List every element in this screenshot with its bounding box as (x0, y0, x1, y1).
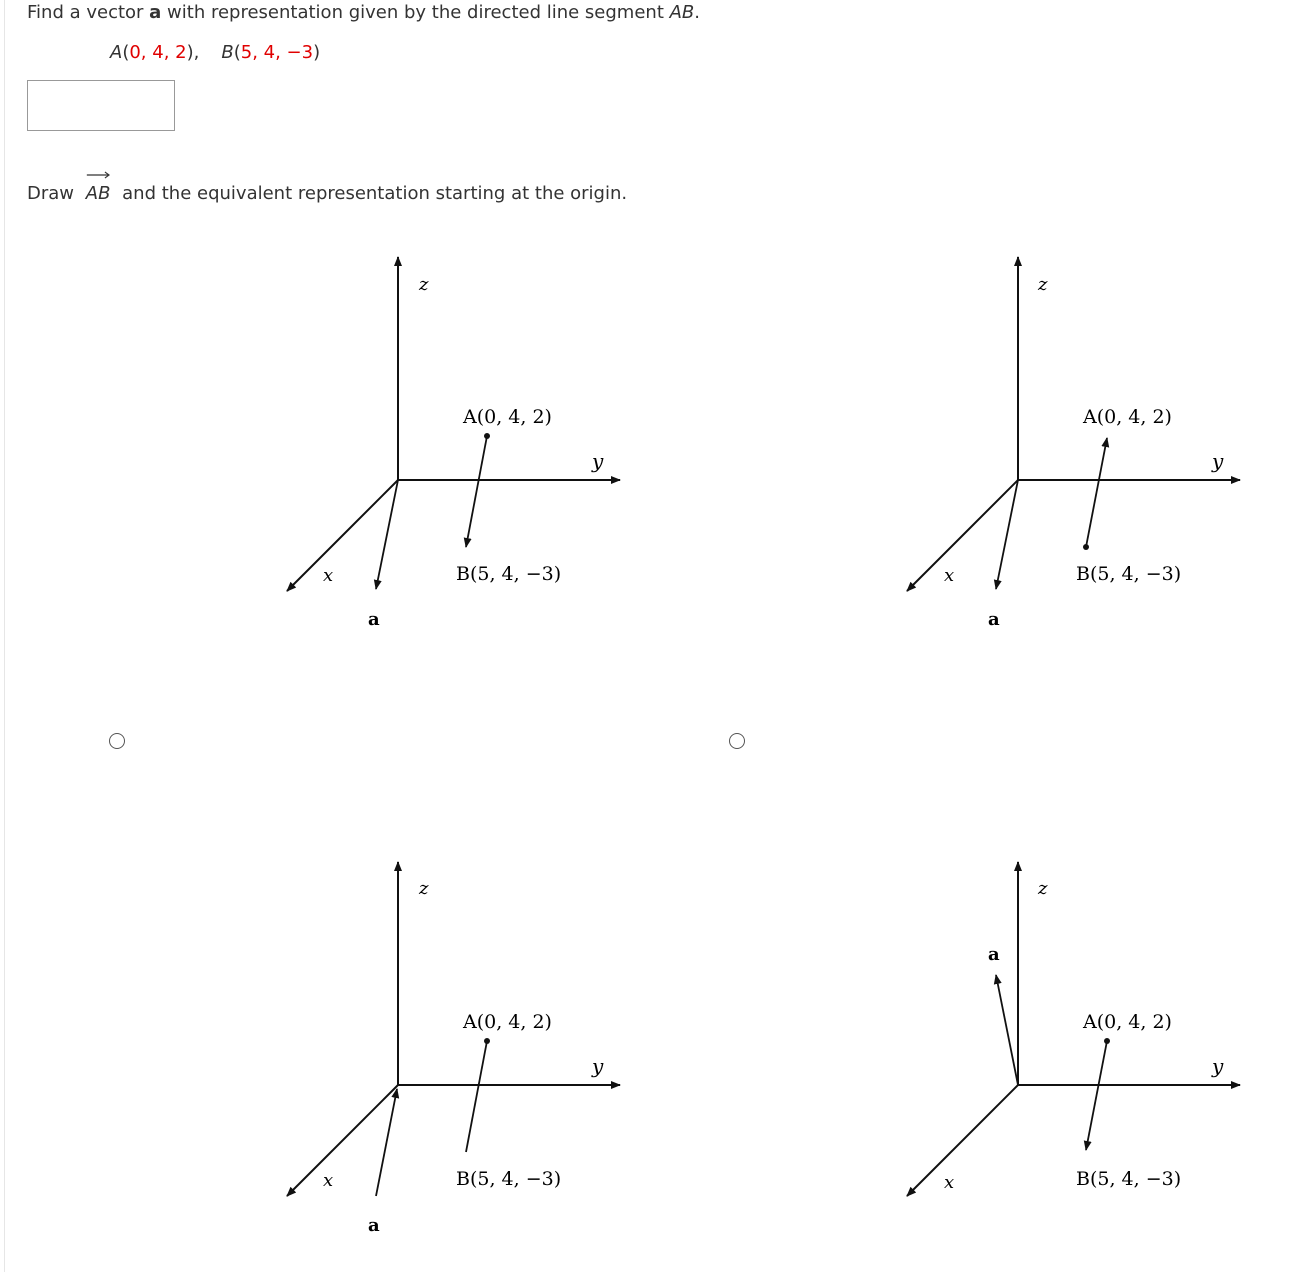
x-axis (907, 480, 1018, 591)
point-a-label: A(0, 4, 2) (463, 406, 552, 428)
x-label: x (944, 565, 955, 586)
x-axis (287, 480, 398, 591)
answer-input[interactable] (27, 80, 175, 131)
point-b-label: B(5, 4, −3) (1076, 563, 1182, 585)
z-label: z (419, 878, 429, 899)
x-label: x (323, 565, 334, 586)
vector-ab (466, 436, 487, 547)
point-b-label: B(5, 4, −3) (456, 1168, 562, 1190)
figure-option-1 (280, 250, 630, 640)
z-label: z (1038, 274, 1048, 295)
figure-option-3 (280, 855, 630, 1245)
question-text: Find a vector a with representation given by the directed line segment AB. (27, 2, 701, 23)
a-label: a (368, 1215, 380, 1236)
overline-arrow-icon (86, 170, 111, 180)
vector-ab (466, 1041, 487, 1152)
figure-option-4 (900, 855, 1250, 1245)
point-a-coords: 0, 4, 2 (129, 42, 187, 63)
figure-option-2 (900, 250, 1250, 640)
vector-a (376, 480, 398, 589)
y-label: y (1212, 1054, 1224, 1078)
a-label: a (988, 944, 1000, 965)
y-label: y (592, 1054, 604, 1078)
page-left-rule (4, 0, 5, 1272)
point-a-label: A(0, 4, 2) (1083, 1011, 1172, 1033)
x-label: x (323, 1170, 334, 1191)
x-label: x (944, 1172, 955, 1193)
x-axis (907, 1085, 1018, 1196)
point-b-label: B(5, 4, −3) (456, 563, 562, 585)
a-label: a (368, 609, 380, 630)
draw-instruction: Draw AB and the equivalent representation starting at the origin. (27, 183, 627, 204)
vector-ab (1086, 1041, 1107, 1150)
points-line: A(0, 4, 2), B(5, 4, −3) (110, 42, 321, 63)
radio-option-1[interactable] (109, 733, 125, 749)
point-b-label: B(5, 4, −3) (1076, 1168, 1182, 1190)
vector-a (996, 480, 1018, 589)
z-label: z (419, 274, 429, 295)
a-label: a (988, 609, 1000, 630)
y-label: y (592, 449, 604, 473)
y-label: y (1212, 449, 1224, 473)
vector-ab (1086, 438, 1107, 547)
point-a-label: A(0, 4, 2) (1083, 406, 1172, 428)
z-label: z (1038, 878, 1048, 899)
point-b-coords: 5, 4, −3 (240, 42, 314, 63)
radio-option-2[interactable] (729, 733, 745, 749)
vector-a (996, 975, 1018, 1085)
x-axis (287, 1085, 398, 1196)
point-a-label: A(0, 4, 2) (463, 1011, 552, 1033)
vector-ab: AB (86, 183, 111, 204)
